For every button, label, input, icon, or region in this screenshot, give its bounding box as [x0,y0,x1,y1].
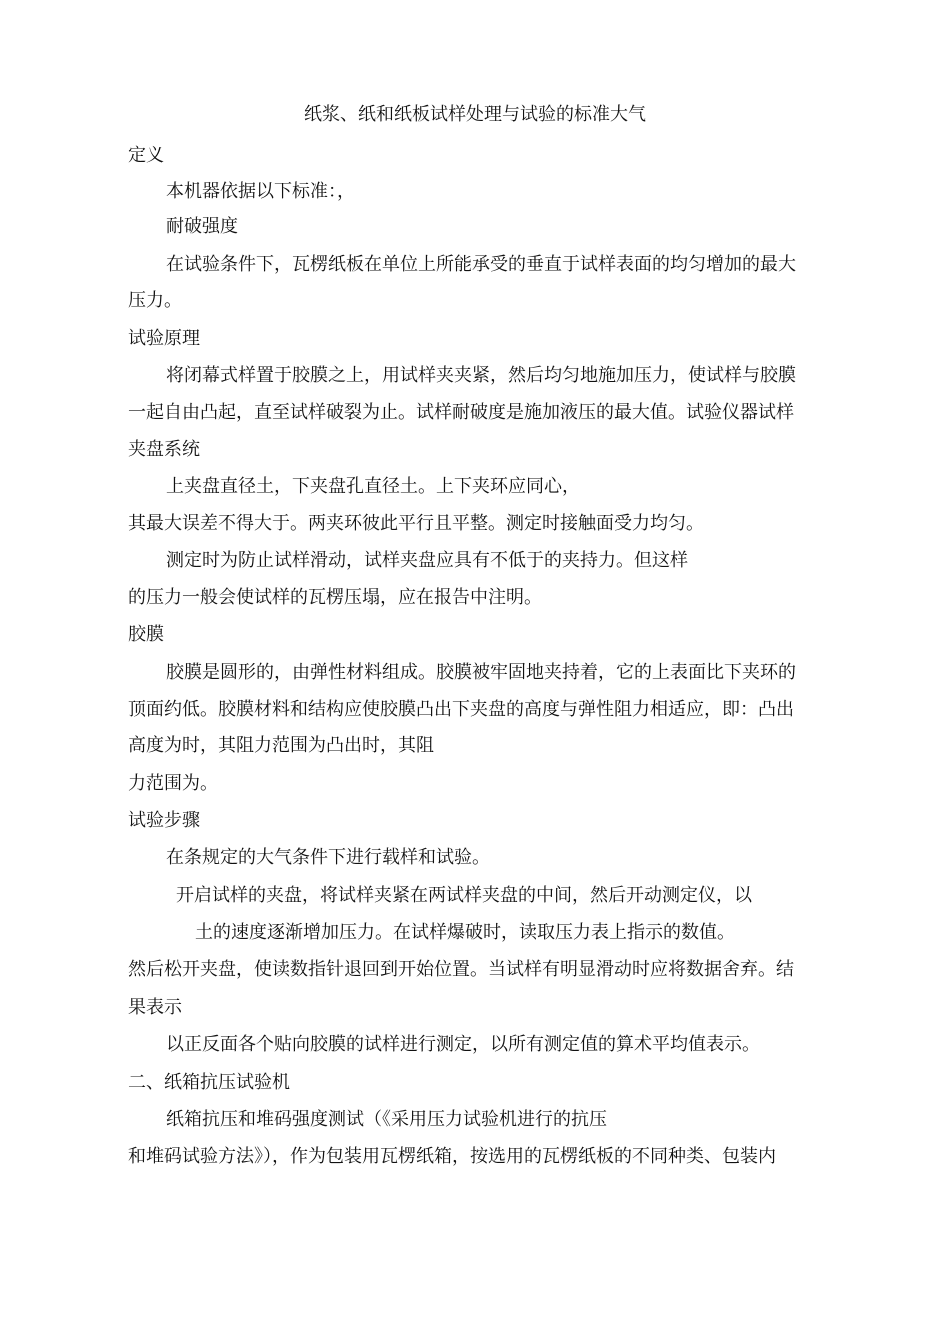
paragraph-line: 测定时为防止试样滑动，试样夹盘应具有不低于的夹持力。但这样 [166,550,688,571]
paragraph-line: 以正反面各个贴向胶膜的试样进行测定，以所有测定值的算术平均值表示。 [166,1034,760,1055]
paragraph-line: 将闭幕式样置于胶膜之上，用试样夹夹紧，然后均匀地施加压力，使试样与胶膜 [166,365,796,386]
paragraph-line: 耐破强度 [166,216,238,237]
paragraph-line: 其最大误差不得大于。两夹环彼此平行且平整。测定时接触面受力均匀。 [128,513,704,534]
paragraph-line: 力范围为。 [128,773,218,794]
paragraph-line: 顶面约低。胶膜材料和结构应使胶膜凸出下夹盘的高度与弹性阻力相适应，即：凸出 [128,699,794,720]
paragraph-line: 土的速度逐渐增加压力。在试样爆破时，读取压力表上指示的数值。 [195,922,735,943]
heading-definition: 定义 [128,145,164,166]
heading-test-principle: 试验原理 [128,328,200,349]
paragraph-line: 一起自由凸起，直至试样破裂为止。试样耐破度是施加液压的最大值。试验仪器试样 [128,402,794,423]
paragraph-line: 本机器依据以下标准：， [166,181,355,202]
paragraph-line: 果表示 [128,997,182,1018]
heading-membrane: 胶膜 [128,624,164,645]
paragraph-line: 夹盘系统 [128,439,200,460]
paragraph-line: 胶膜是圆形的，由弹性材料组成。胶膜被牢固地夹持着，它的上表面比下夹环的 [166,662,796,683]
paragraph-line: 的压力一般会使试样的瓦楞压塌，应在报告中注明。 [128,587,542,608]
paragraph-line: 压力。 [128,290,182,311]
paragraph-line: 开启试样的夹盘，将试样夹紧在两试样夹盘的中间，然后开动测定仪，以 [176,885,752,906]
paragraph-line: 在试验条件下，瓦楞纸板在单位上所能承受的垂直于试样表面的均匀增加的最大 [166,254,796,275]
paragraph-line: 然后松开夹盘，使读数指针退回到开始位置。当试样有明显滑动时应将数据舍弃。结 [128,959,794,980]
paragraph-line: 高度为时，其阻力范围为凸出时，其阻 [128,735,434,756]
document-title: 纸浆、纸和纸板试样处理与试验的标准大气 [304,104,646,125]
heading-test-steps: 试验步骤 [128,810,200,831]
paragraph-line: 在条规定的大气条件下进行载样和试验。 [166,847,490,868]
paragraph-line: 和堆码试验方法》），作为包装用瓦楞纸箱，按选用的瓦楞纸板的不同种类、包装内 [128,1146,776,1167]
heading-section-two: 二、纸箱抗压试验机 [128,1072,290,1093]
paragraph-line: 纸箱抗压和堆码强度测试（《采用压力试验机进行的抗压 [166,1109,607,1130]
paragraph-line: 上夹盘直径土，下夹盘孔直径土。上下夹环应同心， [166,476,580,497]
